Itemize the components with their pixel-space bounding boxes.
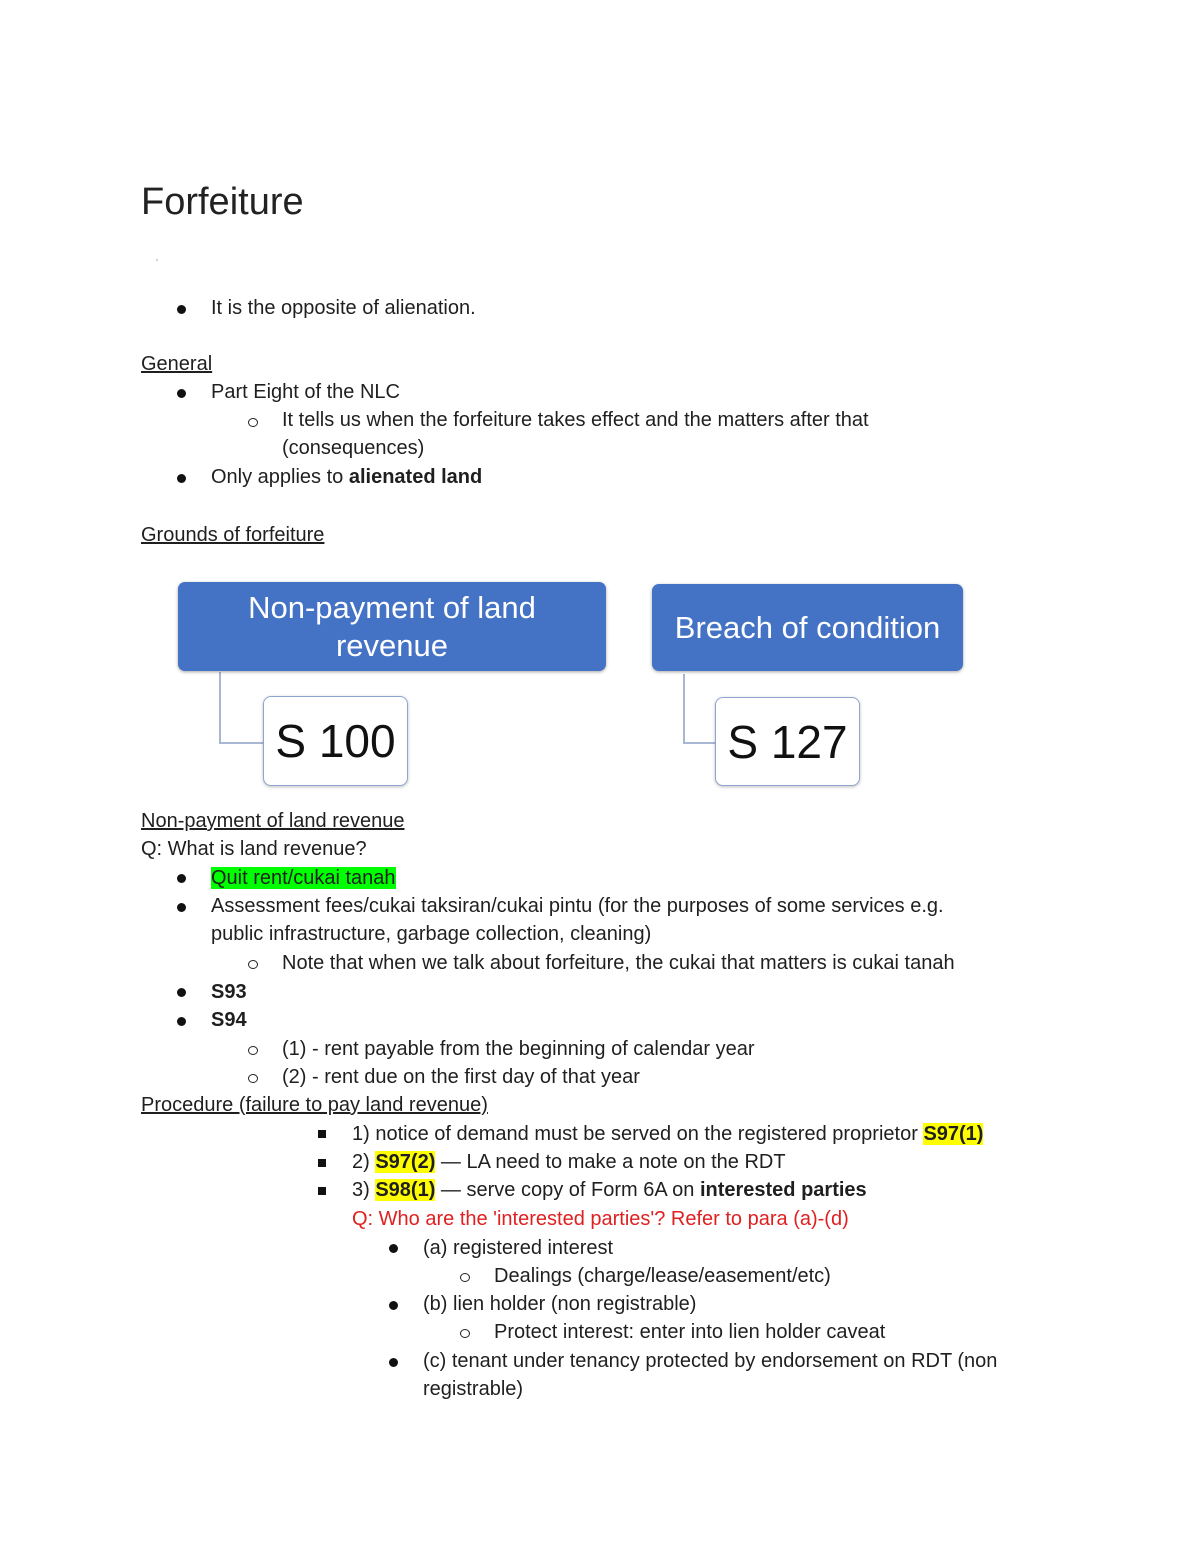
sub-bullet-icon [248,418,258,427]
square-bullet-icon [318,1187,326,1195]
step3-prefix: 3) [352,1179,376,1201]
step2-text: — LA need to make a note on the RDT [435,1151,786,1173]
para-a: (a) registered interest [423,1237,614,1259]
sub-bullet-icon [248,960,258,969]
step1-ref: S97(1) [923,1123,984,1145]
interested-parties-bold: interested parties [699,1179,867,1201]
procedure-step1 [352,1120,983,1148]
s93-item [211,978,247,1006]
s94-item [211,1006,247,1034]
bullet-icon [177,903,186,912]
assessment-line1: Assessment fees/cukai taksiran/cukai pintu (for the purposes of some services e.g. [211,895,944,917]
general-heading: General [141,353,213,375]
s94-sub1: (1) - rent payable from the beginning of calendar year [282,1038,755,1060]
connector-line [683,674,716,744]
s94-label: S94 [211,1009,247,1031]
step1-text: 1) notice of demand must be served on the registered proprietor [352,1123,924,1145]
intro-bullet: It is the opposite of alienation. [211,297,476,319]
bullet-icon [177,1017,186,1026]
sub-bullet-icon [248,1046,258,1055]
interested-parties-question: Q: Who are the 'interested parties'? Refer to para (a)-(d) [352,1208,849,1230]
step2-ref: S97(2) [375,1151,436,1173]
only-applies-item [211,463,482,491]
page-title: Forfeiture [141,181,304,223]
para-b: (b) lien holder (non registrable) [423,1293,697,1315]
sub-bullet-icon [460,1273,470,1282]
quit-rent-item [211,864,396,892]
bullet-icon [177,874,186,883]
s94-sub2: (2) - rent due on the first day of that year [282,1066,640,1088]
bullet-icon [177,389,186,398]
diagram-box-breach [652,584,963,671]
bullet-icon [177,988,186,997]
step3-ref: S98(1) [375,1179,436,1201]
procedure-step2 [352,1148,786,1176]
square-bullet-icon [318,1159,326,1167]
diagram-box-nonpayment [178,582,606,671]
cukai-note: Note that when we talk about forfeiture, the cukai that matters is cukai tanah [282,952,955,974]
para-a-sub: Dealings (charge/lease/easement/etc) [494,1265,831,1287]
bullet-icon [389,1358,398,1367]
nonpayment-heading: Non-payment of land revenue [141,810,405,832]
connector-line [219,672,265,744]
tells-us-line2: (consequences) [282,437,425,459]
square-bullet-icon [318,1130,326,1138]
sub-bullet-icon [248,1074,258,1083]
para-c-line2: registrable) [423,1378,524,1400]
s127-label: S 127 [727,715,848,768]
diagram-box-breach-label: Breach of condition [674,609,941,645]
stray-mark: ' [156,258,158,269]
assessment-line2: public infrastructure, garbage collection, cleaning) [211,923,652,945]
s100-label: S 100 [275,715,396,767]
alienated-land-bold: alienated land [348,466,483,488]
diagram-box-nonpayment-label: Non-payment of land revenue [248,589,536,663]
diagram-section-s100 [263,696,408,786]
bullet-icon [177,305,186,314]
diagram-section-s127 [715,697,860,786]
step2-prefix: 2) [352,1151,376,1173]
s93-label: S93 [211,981,247,1003]
only-applies-text: Only applies to [211,466,349,488]
quit-rent-highlight: Quit rent/cukai tanah [211,867,396,889]
bullet-icon [389,1244,398,1253]
para-c-line1: (c) tenant under tenancy protected by endorsement on RDT (non [423,1350,998,1372]
tells-us-line1: It tells us when the forfeiture takes effect and the matters after that [282,409,869,431]
bullet-icon [177,474,186,483]
grounds-heading: Grounds of forfeiture [141,524,325,546]
procedure-step3 [352,1176,867,1204]
land-revenue-question: Q: What is land revenue? [141,838,367,860]
bullet-icon [389,1301,398,1310]
sub-bullet-icon [460,1329,470,1338]
para-b-sub: Protect interest: enter into lien holder caveat [494,1321,886,1343]
part-eight-item: Part Eight of the NLC [211,381,400,403]
step3-text: — serve copy of Form 6A on [435,1179,700,1201]
procedure-heading: Procedure (failure to pay land revenue) [141,1094,488,1116]
